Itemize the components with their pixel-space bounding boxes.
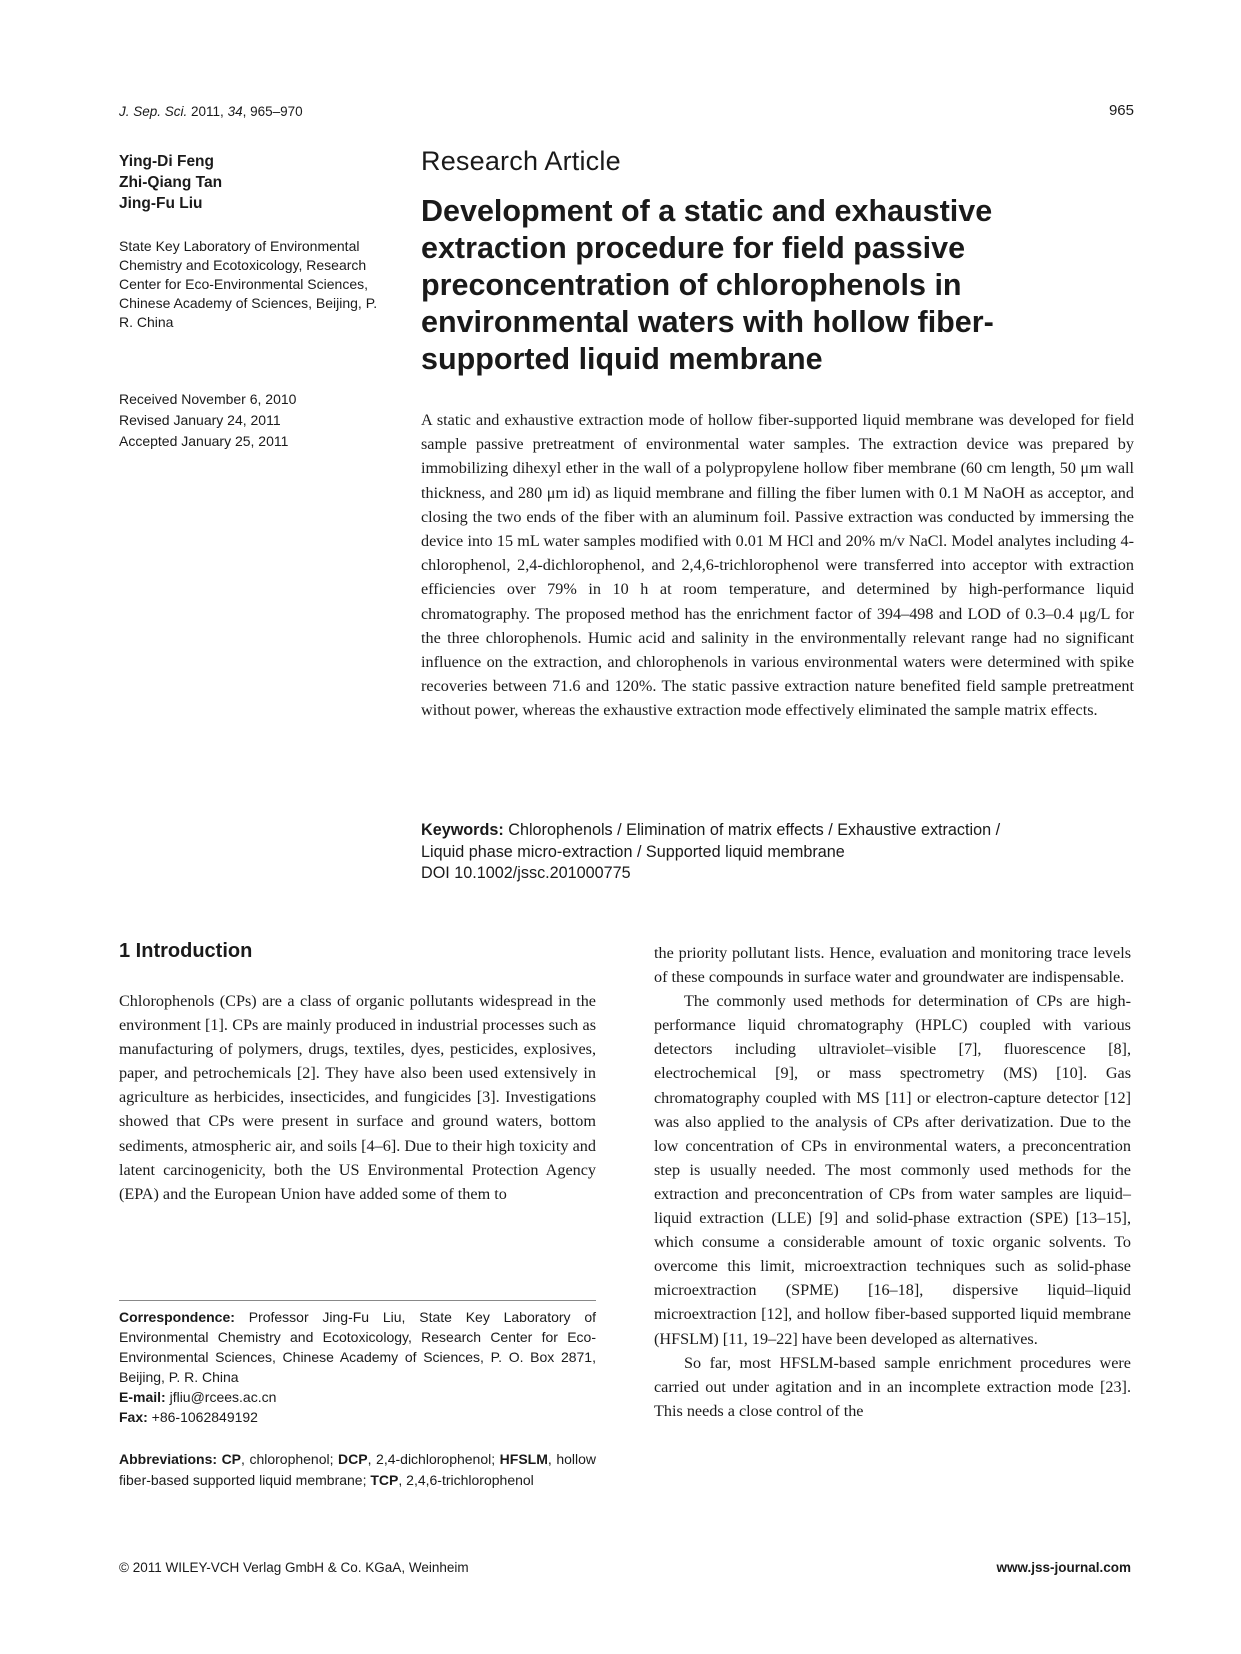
correspondence-address: Professor Jing-Fu Liu, State Key Laboratory of Environmental Chemistry and Ecotoxicology, Research Center for Eco-Environmental Sciences, Chinese Academy of Sciences, P. O. Box 2871, Beijing, P. R. China	[119, 1309, 596, 1385]
footnote-divider	[119, 1300, 596, 1301]
fax-number: +86-1062849192	[147, 1409, 258, 1425]
abbreviations-block	[119, 1449, 596, 1491]
email-address[interactable]: jfliu@rcees.ac.cn	[165, 1389, 277, 1405]
article-type: Research Article	[421, 146, 621, 176]
keywords-line: Chlorophenols / Elimination of matrix effects / Exhaustive extraction /	[503, 821, 1001, 839]
journal-year: 2011,	[187, 104, 228, 119]
keywords-block	[421, 820, 1136, 885]
article-title: Development of a static and exhaustive extraction procedure for field passive preconcentration of chlorophenols in environmental waters with hollow fiber-supported liquid membrane	[421, 194, 994, 376]
body-column-left	[119, 989, 596, 1206]
abstract: A static and exhaustive extraction mode of hollow fiber-supported liquid membrane was developed for field sample passive pretreatment of environmental water samples. The extraction device was prepared by immobilizing dihexyl ether in the wall of a polypropylene hollow fiber membrane (60 cm length, 50 μm wall thickness, and 280 μm id) as liquid membrane and filling the fiber lumen with 0.1 M NaOH as acceptor, and closing the two ends of the fiber with an aluminum foil. Passive extraction was conducted by immersing the device into 15 mL water samples modified with 0.01 M HCl and 20% m/v NaCl. Model analytes including 4-chlorophenol, 2,4-dichlorophenol, and 2,4,6-trichlorophenol were transferred into acceptor with extraction efficiencies over 79% in 10 h at room temperature, and determined by high-performance liquid chromatography. The proposed method has the enrichment factor of 394–498 and LOD of 0.3–0.4 μg/L for the three chlorophenols. Humic acid and salinity in the environmentally relevant range had no significant influence on the extraction, and chlorophenols in various environmental waters were determined with spike recoveries between 71.6 and 120%. The static passive extraction nature benefited field sample pretreatment without power, whereas the exhaustive extraction mode effectively eliminated the sample matrix effects.	[421, 411, 1134, 720]
author-name: Zhi-Qiang Tan	[119, 174, 223, 191]
abbreviation-definition: , chlorophenol;	[241, 1451, 339, 1467]
keywords-line: Liquid phase micro-extraction / Supported liquid membrane	[421, 842, 845, 861]
copyright-notice: © 2011 WILEY-VCH Verlag GmbH & Co. KGaA, Weinheim	[119, 1560, 469, 1575]
author-name: Jing-Fu Liu	[119, 195, 203, 212]
author-list	[119, 151, 222, 214]
journal-website-link[interactable]: www.jss-journal.com	[996, 1560, 1131, 1575]
paragraph: the priority pollutant lists. Hence, evaluation and monitoring trace levels of these compounds in surface water and groundwater are indispensable.	[654, 944, 1131, 987]
body-column-right	[654, 941, 1131, 1423]
abbreviations-label: Abbreviations:	[119, 1451, 218, 1467]
page-number: 965	[1108, 102, 1134, 119]
section-heading-introduction: 1 Introduction	[119, 940, 253, 962]
abbreviation-definition: , 2,4-dichlorophenol;	[367, 1451, 500, 1467]
affiliation: State Key Laboratory of Environmental Chemistry and Ecotoxicology, Research Center for Eco-Environmental Sciences, Chinese Academy of Sciences, Beijing, P. R. China	[119, 238, 378, 330]
journal-reference	[119, 104, 303, 119]
keywords-label: Keywords:	[421, 821, 504, 839]
author-name: Ying-Di Feng	[119, 153, 214, 170]
fax-label: Fax:	[119, 1409, 148, 1425]
email-label: E-mail:	[119, 1389, 166, 1405]
paragraph: So far, most HFSLM-based sample enrichment procedures were carried out under agitation and in an incomplete extraction mode [23]. This needs a close control of the	[654, 1353, 1131, 1420]
abbreviation-term: TCP	[370, 1472, 399, 1488]
journal-volume: 34	[227, 104, 243, 119]
paragraph: The commonly used methods for determination of CPs are high-performance liquid chromatography (HPLC) coupled with various detectors including ultraviolet–visible [7], fluorescence [8], electrochemical [9], or mass spectrometry (MS) [10]. Gas chromatography coupled with MS [11] or electron-capture detector [12] was also applied to the analysis of CPs after derivatization. Due to the low concentration of CPs in environmental waters, a preconcentration step is usually needed. The most commonly used methods for the extraction and preconcentration of CPs from water samples are liquid–liquid extraction (LLE) [9] and solid-phase extraction (SPE) [13–15], which consume a considerable amount of toxic organic solvents. To overcome this limit, microextraction techniques such as solid-phase microextraction (SPME) [16–18], dispersive liquid–liquid microextraction [12], and hollow fiber-based supported liquid membrane (HFSLM) [11, 19–22] have been developed as alternatives.	[654, 992, 1131, 1348]
abbreviation-definition: , hollow fiber-based supported liquid membrane;	[119, 1451, 597, 1488]
journal-pages: , 965–970	[242, 104, 303, 119]
accepted-date: Accepted January 25, 2011	[119, 433, 289, 449]
abbreviation-term: DCP	[338, 1451, 368, 1467]
revised-date: Revised January 24, 2011	[119, 412, 281, 428]
journal-name: J. Sep. Sci.	[119, 104, 188, 119]
abbreviation-definition: , 2,4,6-trichlorophenol	[398, 1472, 534, 1488]
correspondence-block	[119, 1307, 596, 1427]
article-dates	[119, 389, 296, 452]
abbreviation-term: CP	[221, 1451, 242, 1467]
abbreviation-term: HFSLM	[499, 1451, 548, 1467]
received-date: Received November 6, 2010	[119, 391, 297, 407]
doi[interactable]: DOI 10.1002/jssc.201000775	[421, 864, 631, 882]
correspondence-label: Correspondence:	[119, 1309, 235, 1325]
paragraph: Chlorophenols (CPs) are a class of organic pollutants widespread in the environment [1]. CPs are mainly produced in industrial processes such as manufacturing of polymers, drugs, textiles, dyes, pesticides, explosives, paper, and petrochemicals [2]. They have also been used extensively in agriculture as herbicides, insecticides, and fungicides [3]. Investigations showed that CPs were present in surface and ground waters, bottom sediments, atmospheric air, and soils [4–6]. Due to their high toxicity and latent carcinogenicity, both the US Environmental Protection Agency (EPA) and the European Union have added some of them to	[119, 992, 596, 1203]
